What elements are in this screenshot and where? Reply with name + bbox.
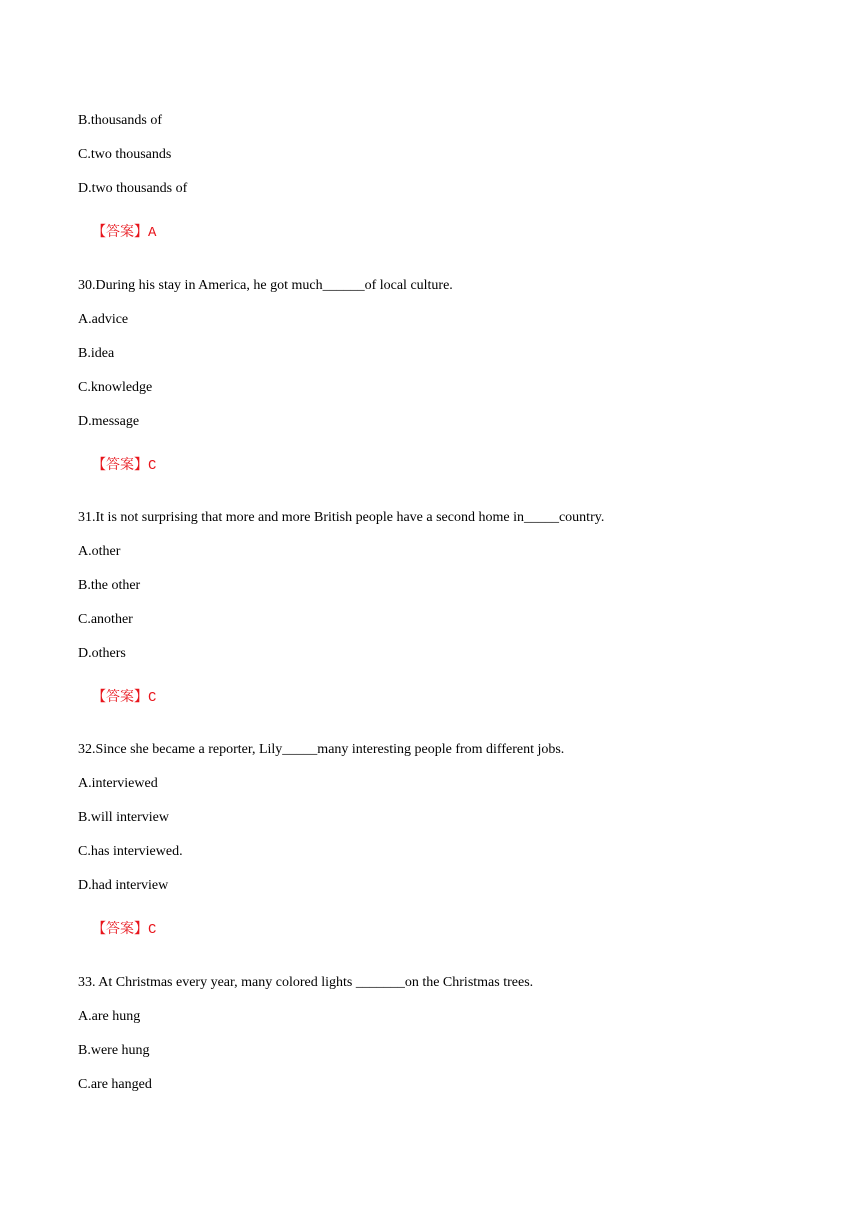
option-d: D.two thousands of xyxy=(78,181,188,196)
answer-line xyxy=(78,670,156,725)
option-d: D.message xyxy=(78,414,140,429)
answer-letter: C xyxy=(148,458,157,474)
option-c: C.has interviewed. xyxy=(78,844,183,859)
question-stem: 33. At Christmas every year, many colored lights _______on the Christmas trees. xyxy=(78,975,534,990)
question-stem: 32.Since she became a reporter, Lily_____many interesting people from different jobs. xyxy=(78,742,565,757)
option-d: D.others xyxy=(78,646,126,661)
answer-letter: C xyxy=(148,690,157,706)
answer-label: 【答案】 xyxy=(92,457,148,473)
answer-label: 【答案】 xyxy=(92,689,148,705)
answer-line xyxy=(78,205,156,260)
option-b: B.the other xyxy=(78,578,141,593)
option-c: C.are hanged xyxy=(78,1077,152,1092)
option-a: A.are hung xyxy=(78,1009,141,1024)
answer-label: 【答案】 xyxy=(92,224,148,240)
option-b: B.idea xyxy=(78,346,115,361)
answer-letter: A xyxy=(148,225,157,241)
option-b: B.thousands of xyxy=(78,113,162,128)
answer-letter: C xyxy=(148,922,157,938)
question-stem: 31.It is not surprising that more and more British people have a second home in_____country. xyxy=(78,510,605,525)
option-d: D.had interview xyxy=(78,878,169,893)
option-b: B.were hung xyxy=(78,1043,150,1058)
option-b: B.will interview xyxy=(78,810,169,825)
question-stem: 30.During his stay in America, he got much______of local culture. xyxy=(78,278,453,293)
answer-line xyxy=(78,902,156,957)
option-c: C.two thousands xyxy=(78,147,172,162)
answer-line xyxy=(78,438,156,493)
option-a: A.other xyxy=(78,544,121,559)
answer-label: 【答案】 xyxy=(92,921,148,937)
option-a: A.advice xyxy=(78,312,129,327)
option-c: C.another xyxy=(78,612,133,627)
option-a: A.interviewed xyxy=(78,776,158,791)
option-c: C.knowledge xyxy=(78,380,153,395)
